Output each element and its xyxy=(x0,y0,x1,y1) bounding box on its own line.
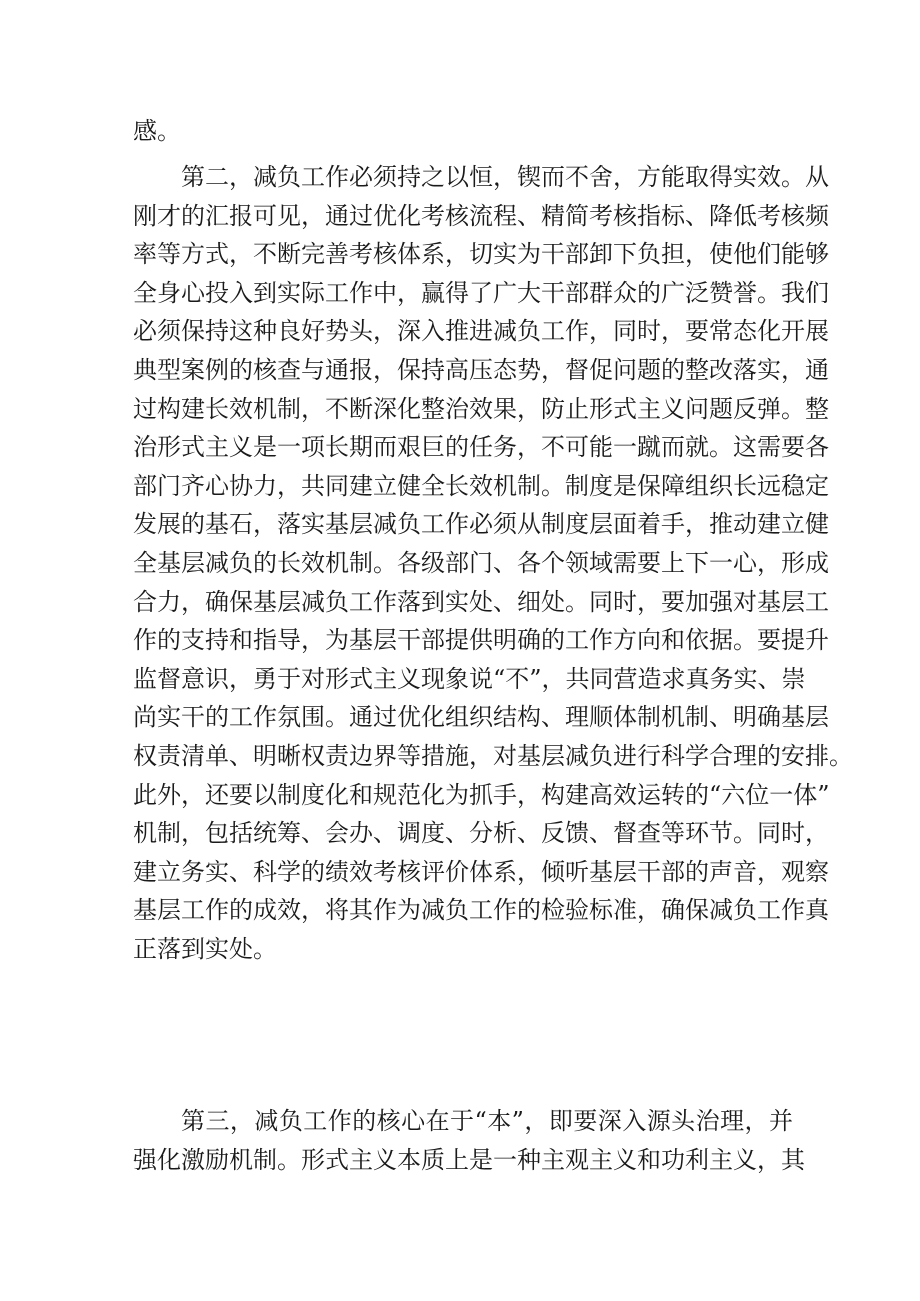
paragraph-line: 建立务实、科学的绩效考核评价体系，倾听基层干部的声音，观察 xyxy=(133,857,829,886)
paragraph-line: 典型案例的核查与通报，保持高压态势，督促问题的整改落实，通 xyxy=(133,355,829,384)
paragraph-line: 必须保持这种良好势头，深入推进减负工作，同时，要常态化开展 xyxy=(133,317,829,346)
paragraph-third-point xyxy=(133,1102,805,1179)
paragraph-line: 合力，确保基层减负工作落到实处、细处。同时，要加强对基层工 xyxy=(133,587,829,616)
paragraph-line: 强化激励机制。形式主义本质上是一种主观主义和功利主义，其 xyxy=(133,1145,805,1174)
paragraph-line: 监督意识，勇于对形式主义现象说“不”，共同营造求真务实、崇 xyxy=(133,664,806,693)
paragraph-line: 第二，减负工作必须持之以恒，锲而不舍，方能取得实效。从 xyxy=(181,163,829,191)
paragraph-line: 此外，还要以制度化和规范化为抓手，构建高效运转的“六位一体” xyxy=(133,780,830,809)
paragraph-line: 全身心投入到实际工作中，赢得了广大干部群众的广泛赞誉。我们 xyxy=(133,278,829,307)
paragraph-line: 机制，包括统筹、会办、调度、分析、反馈、督查等环节。同时， xyxy=(133,819,829,848)
paragraph-line: 作的支持和指导，为基层干部提供明确的工作方向和依据。要提升 xyxy=(133,626,829,655)
paragraph-line: 全基层减负的长效机制。各级部门、各个领域需要上下一心，形成 xyxy=(133,548,829,577)
paragraph-line: 尚实干的工作氛围。通过优化组织结构、理顺体制机制、明确基层 xyxy=(133,703,829,732)
paragraph-line: 感。 xyxy=(133,117,181,145)
paragraph-line: 基层工作的成效，将其作为减负工作的检验标准，确保减负工作真 xyxy=(133,896,829,925)
paragraph-line: 率等方式，不断完善考核体系，切实为干部卸下负担，使他们能够 xyxy=(133,240,829,269)
paragraph-line: 治形式主义是一项长期而艰巨的任务，不可能一蹴而就。这需要各 xyxy=(133,433,829,462)
paragraph-line: 刚才的汇报可见，通过优化考核流程、精简考核指标、降低考核频 xyxy=(133,201,829,230)
paragraph-line: 权责清单、明晰权责边界等措施，对基层减负进行科学合理的安排。 xyxy=(133,741,853,770)
paragraph-fragment xyxy=(133,112,793,151)
paragraph-line: 第三，减负工作的核心在于“本”，即要深入源头治理，并 xyxy=(181,1107,793,1135)
paragraph-line: 过构建长效机制，不断深化整治效果，防止形式主义问题反弹。整 xyxy=(133,394,829,423)
paragraph-line: 正落到实处。 xyxy=(133,934,277,963)
paragraph-line: 部门齐心协力，共同建立健全长效机制。制度是保障组织长远稳定 xyxy=(133,471,829,500)
paragraph-second-point xyxy=(133,158,853,968)
paragraph-line: 发展的基石，落实基层减负工作必须从制度层面着手，推动建立健 xyxy=(133,510,829,539)
